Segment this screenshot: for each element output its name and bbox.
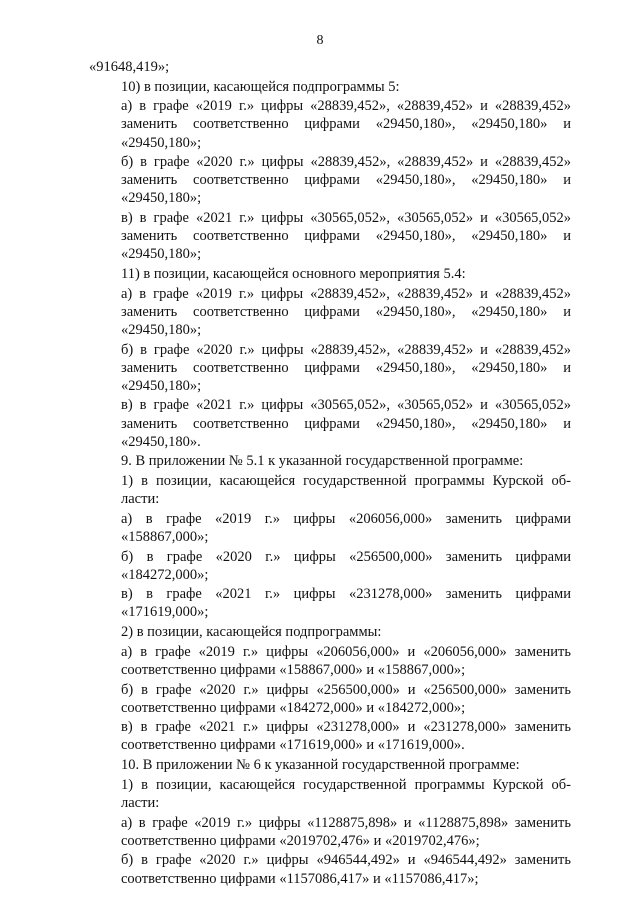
paragraph xyxy=(89,58,571,76)
text-line: в) в графе «2021 г.» цифры «231278,000» и «231278,000» заменить xyxy=(121,719,571,736)
paragraph xyxy=(89,585,571,621)
page-number: 8 xyxy=(316,33,324,48)
text-line: ласти: xyxy=(121,794,160,811)
text-line: б) в графе «2020 г.» цифры «28839,452», «28839,452» и «28839,452» xyxy=(121,341,571,358)
text-line: 9. В приложении № 5.1 к указанной государственной программе: xyxy=(121,453,524,470)
text-line: соответственно цифрами «171619,000» и «171619,000». xyxy=(121,737,465,754)
text-line: 1) в позиции, касающейся государственной программы Курской об- xyxy=(121,776,571,793)
text-line: «171619,000»; xyxy=(121,604,209,621)
text-line: 10) в позиции, касающейся подпрограммы 5: xyxy=(121,78,400,95)
text-line: а) в графе «2019 г.» цифры «28839,452», «28839,452» и «28839,452» xyxy=(121,285,571,302)
text-line: «29450,180». xyxy=(121,433,201,450)
text-line: в) в графе «2021 г.» цифры «231278,000» заменить цифрами xyxy=(121,586,571,603)
paragraph xyxy=(89,285,571,339)
text-line: б) в графе «2020 г.» цифры «256500,000» и «256500,000» заменить xyxy=(121,681,571,698)
text-line: б) в графе «2020 г.» цифры «256500,000» заменить цифрами xyxy=(121,548,571,565)
paragraph xyxy=(89,78,571,96)
paragraph xyxy=(89,548,571,584)
text-line: «158867,000»; xyxy=(121,528,209,545)
paragraph xyxy=(89,510,571,546)
paragraph xyxy=(89,776,571,812)
text-line: «29450,180»; xyxy=(121,321,202,338)
text-line: 2) в позиции, касающейся подпрограммы: xyxy=(121,624,382,641)
text-line: в) в графе «2021 г.» цифры «30565,052», «30565,052» и «30565,052» xyxy=(121,210,571,227)
text-line: «29450,180»; xyxy=(121,190,202,207)
text-line: в) в графе «2021 г.» цифры «30565,052», «30565,052» и «30565,052» xyxy=(121,397,571,414)
text-line: соответственно цифрами «158867,000» и «158867,000»; xyxy=(121,661,466,678)
paragraph xyxy=(89,265,571,283)
text-line: «184272,000»; xyxy=(121,566,209,583)
text-line: соответственно цифрами «1157086,417» и «1157086,417»; xyxy=(121,870,479,887)
document-body xyxy=(89,58,571,889)
text-line: а) в графе «2019 г.» цифры «206056,000» и «206056,000» заменить xyxy=(121,643,571,660)
text-line: заменить соответственно цифрами «29450,180», «29450,180» и xyxy=(121,415,571,432)
paragraph xyxy=(89,341,571,395)
text-line: заменить соответственно цифрами «29450,180», «29450,180» и xyxy=(121,116,571,133)
paragraph xyxy=(89,718,571,754)
text-line: а) в графе «2019 г.» цифры «206056,000» заменить цифрами xyxy=(121,510,571,527)
paragraph xyxy=(89,756,571,774)
text-line: соответственно цифрами «184272,000» и «184272,000»; xyxy=(121,699,466,716)
text-line: заменить соответственно цифрами «29450,180», «29450,180» и xyxy=(121,172,571,189)
text-line: заменить соответственно цифрами «29450,180», «29450,180» и xyxy=(121,303,571,320)
text-line: «29450,180»; xyxy=(121,377,202,394)
paragraph xyxy=(89,681,571,717)
text-line: «29450,180»; xyxy=(121,134,202,151)
paragraph xyxy=(89,97,571,151)
text-line: б) в графе «2020 г.» цифры «28839,452», «28839,452» и «28839,452» xyxy=(121,154,571,171)
paragraph xyxy=(89,209,571,263)
paragraph xyxy=(89,643,571,679)
text-line: 10. В приложении № 6 к указанной государственной программе: xyxy=(121,757,520,774)
text-line: «29450,180»; xyxy=(121,246,202,263)
paragraph xyxy=(89,814,571,850)
text-line: соответственно цифрами «2019702,476» и «2019702,476»; xyxy=(121,832,480,849)
paragraph xyxy=(89,472,571,508)
paragraph xyxy=(89,396,571,450)
text-line: «91648,419»; xyxy=(89,59,170,75)
text-line: а) в графе «2019 г.» цифры «28839,452», «28839,452» и «28839,452» xyxy=(121,98,571,115)
text-line: 11) в позиции, касающейся основного мероприятия 5.4: xyxy=(121,266,466,282)
paragraph xyxy=(89,452,571,470)
text-line: заменить соответственно цифрами «29450,180», «29450,180» и xyxy=(121,359,571,376)
text-line: б) в графе «2020 г.» цифры «946544,492» и «946544,492» заменить xyxy=(121,852,571,869)
text-line: заменить соответственно цифрами «29450,180», «29450,180» и xyxy=(121,228,571,245)
text-line: ласти: xyxy=(121,491,160,508)
text-line: 1) в позиции, касающейся государственной программы Курской об- xyxy=(121,473,571,489)
paragraph xyxy=(89,623,571,641)
paragraph xyxy=(89,153,571,207)
text-line: а) в графе «2019 г.» цифры «1128875,898» и «1128875,898» заменить xyxy=(121,814,571,831)
paragraph xyxy=(89,851,571,887)
